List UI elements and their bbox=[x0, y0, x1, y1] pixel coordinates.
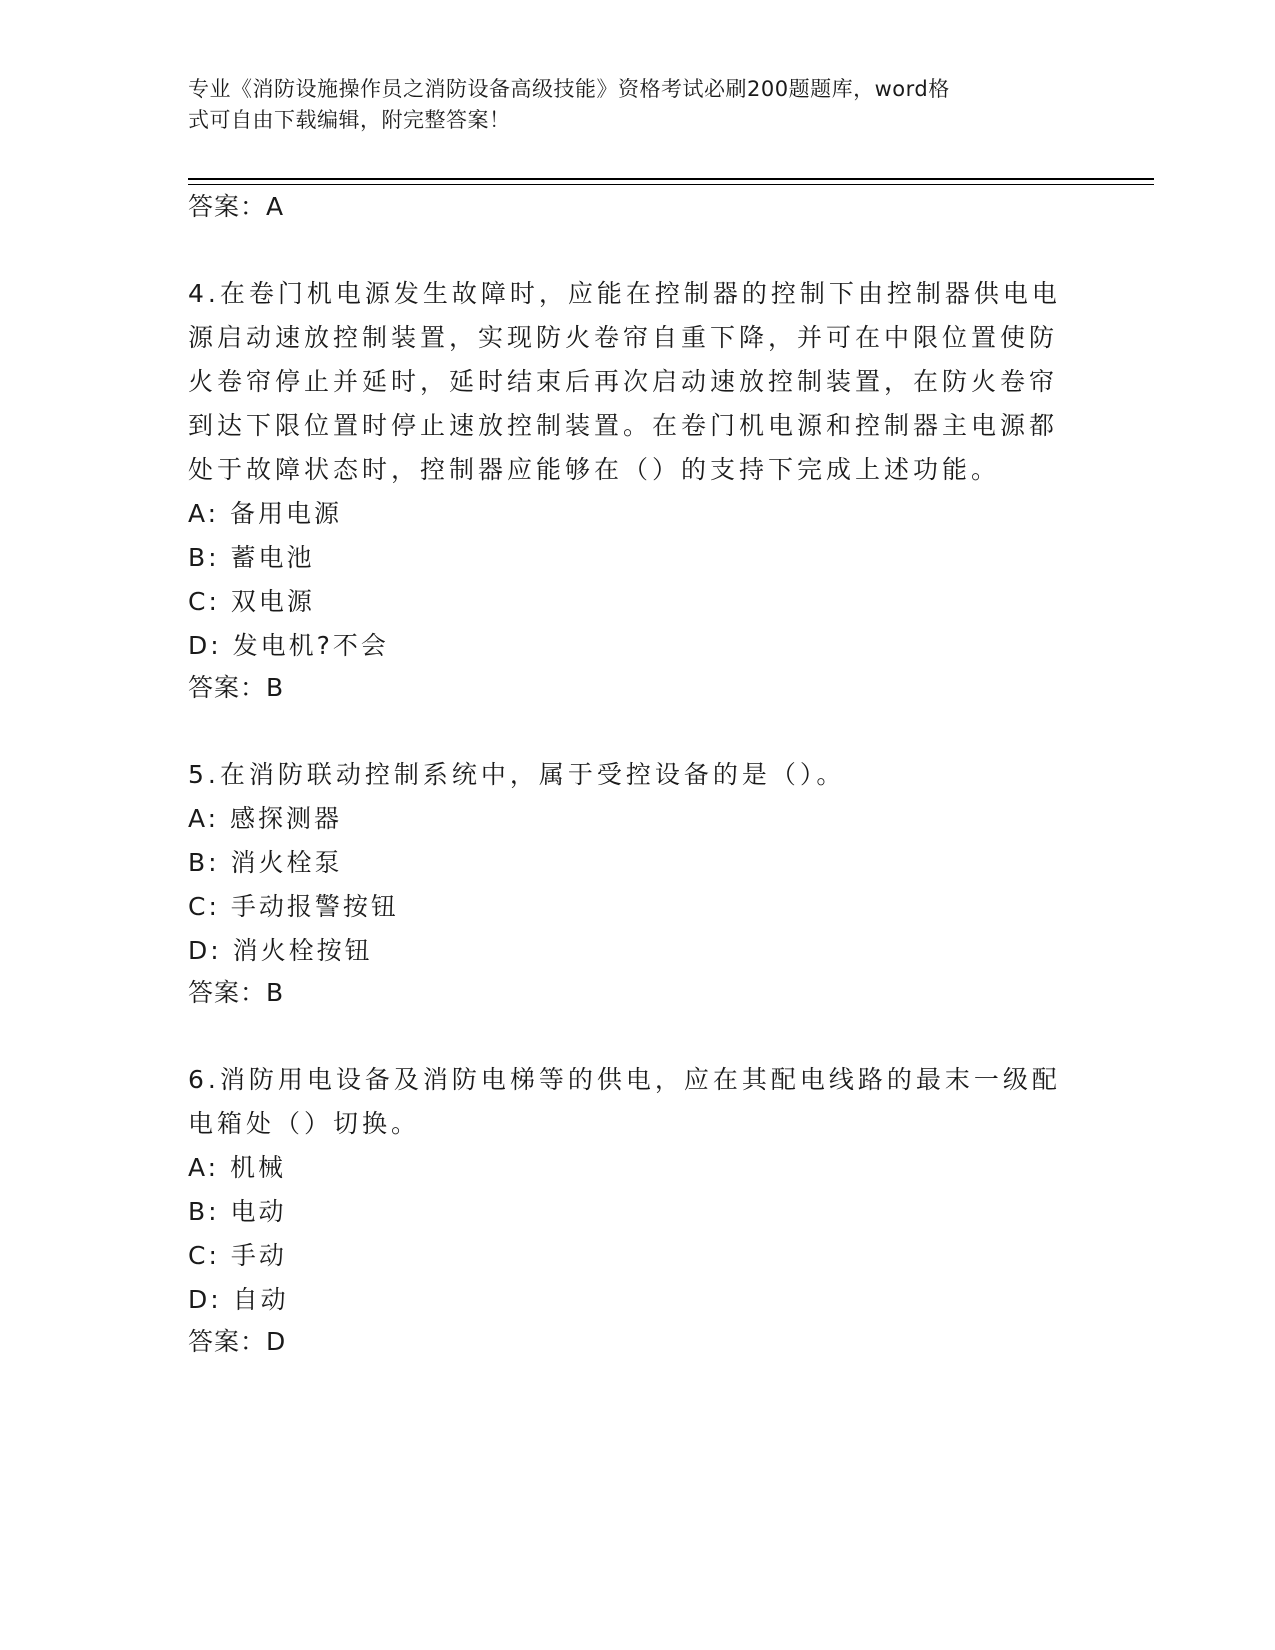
question-stem-line: 火卷帘停止并延时，延时结束后再次启动速放控制装置，在防火卷帘 bbox=[188, 367, 1059, 396]
option-c: C: 手动 bbox=[188, 1241, 287, 1270]
question-stem-line: 电箱处（）切换。 bbox=[188, 1109, 421, 1138]
question-stem-line: 源启动速放控制装置，实现防火卷帘自重下降，并可在中限位置使防 bbox=[188, 323, 1059, 352]
option-b: B: 消火栓泵 bbox=[188, 848, 343, 877]
question-stem-line: 6.消防用电设备及消防电梯等的供电，应在其配电线路的最末一级配 bbox=[188, 1065, 1061, 1094]
answer: 答案：D bbox=[188, 1327, 287, 1356]
page-header bbox=[188, 74, 1068, 136]
header-line-1: 专业《消防设施操作员之消防设备高级技能》资格考试必刷200题题库，word格 bbox=[188, 77, 950, 101]
option-a: A: 机械 bbox=[188, 1153, 287, 1182]
question-stem-line: 到达下限位置时停止速放控制装置。在卷门机电源和控制器主电源都 bbox=[188, 411, 1059, 440]
option-d: D: 消火栓按钮 bbox=[188, 936, 373, 965]
question-stem-line: 处于故障状态时，控制器应能够在（）的支持下完成上述功能。 bbox=[188, 455, 1001, 484]
option-b: B: 蓄电池 bbox=[188, 543, 315, 572]
option-a: A: 备用电源 bbox=[188, 499, 343, 528]
option-c: C: 手动报警按钮 bbox=[188, 892, 399, 921]
question-stem-line: 4.在卷门机电源发生故障时，应能在控制器的控制下由控制器供电电 bbox=[188, 279, 1061, 308]
option-a: A: 感探测器 bbox=[188, 804, 343, 833]
header-rule-thick bbox=[188, 178, 1154, 180]
previous-answer: 答案：A bbox=[188, 192, 285, 221]
option-d: D: 发电机?不会 bbox=[188, 631, 389, 660]
answer: 答案：B bbox=[188, 673, 285, 702]
option-c: C: 双电源 bbox=[188, 587, 315, 616]
answer: 答案：B bbox=[188, 978, 285, 1007]
option-d: D: 自动 bbox=[188, 1285, 289, 1314]
header-line-2: 式可自由下载编辑，附完整答案！ bbox=[188, 108, 511, 132]
question-stem-line: 5.在消防联动控制系统中，属于受控设备的是（）。 bbox=[188, 760, 846, 789]
option-b: B: 电动 bbox=[188, 1197, 287, 1226]
header-rule-thin bbox=[188, 184, 1154, 185]
